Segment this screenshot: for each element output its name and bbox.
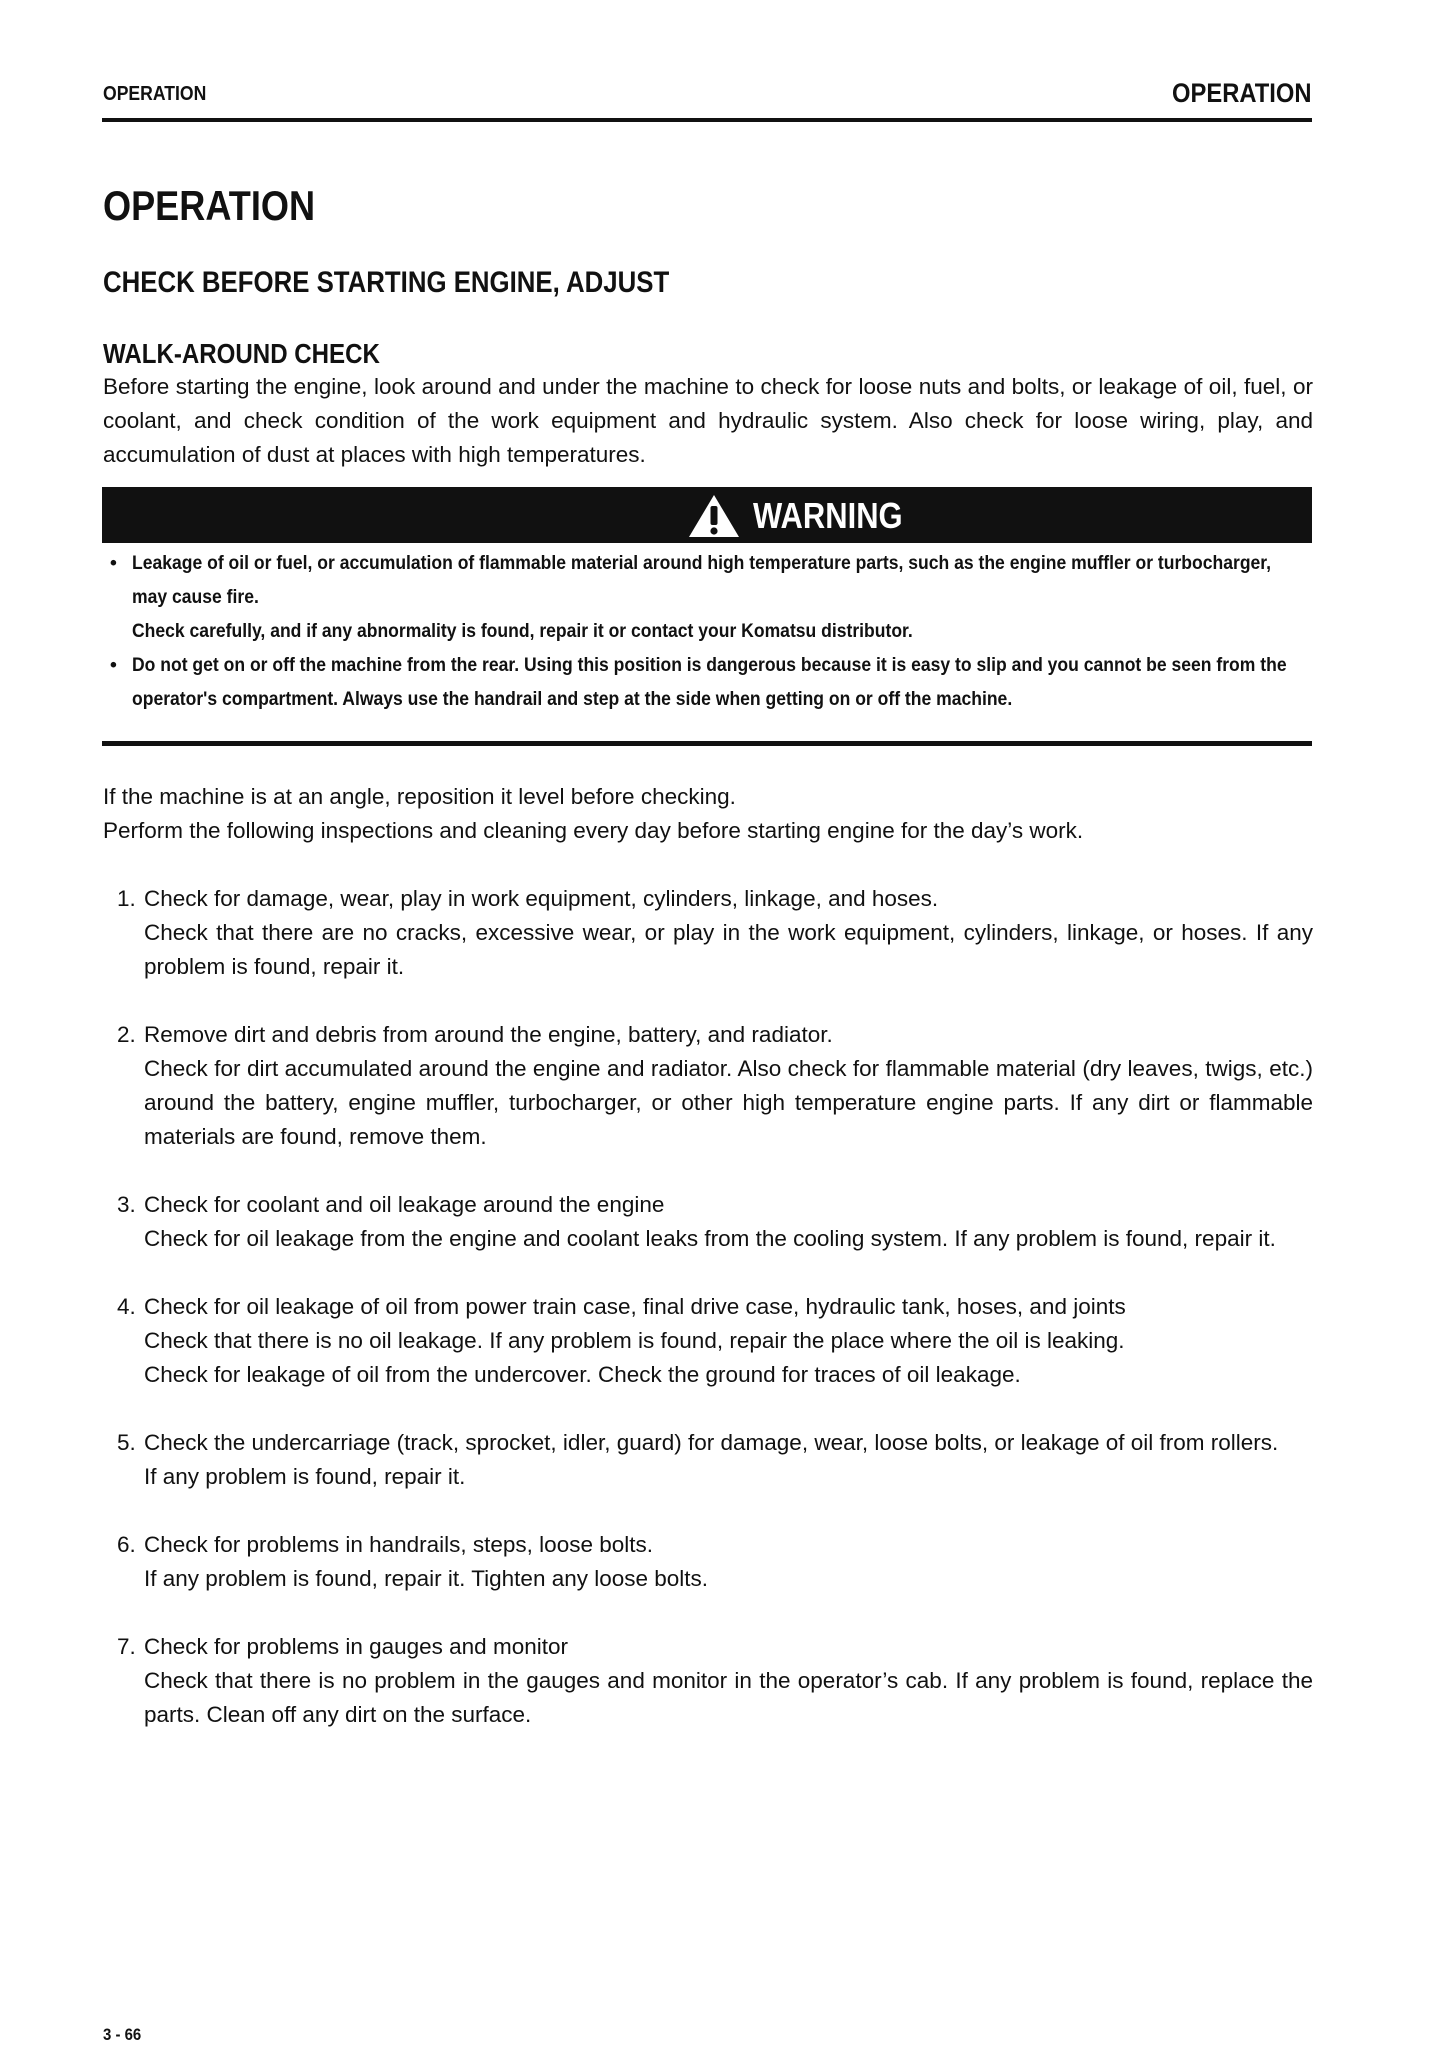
- list-item: [103, 1018, 1313, 1154]
- page-number: 3 - 66: [103, 2025, 142, 2044]
- item-title: Check for problems in gauges and monitor: [144, 1634, 568, 1659]
- list-item: [103, 1290, 1313, 1392]
- warning-banner: [102, 487, 1312, 543]
- item-number: 2.: [117, 1022, 136, 1047]
- intro-paragraph: Before starting the engine, look around and under the machine to check for loose nuts and bolts, or leakage of oil, fuel, or coolant, and check condition of the work equipment and hydraulic system. Also check for loose wiring, play, and accumulation of dust at places with high temperatures.: [103, 374, 1313, 467]
- warning-triangle-icon: [687, 493, 741, 539]
- item-number: 6.: [117, 1532, 136, 1557]
- item-detail: Check that there are no cracks, excessive wear, or play in the work equipment, cylinders, linkage, or hoses. If any problem is found, repair it.: [144, 920, 1313, 979]
- warning-item: [110, 546, 1312, 648]
- list-item: [103, 1528, 1313, 1596]
- item-number: 1.: [117, 886, 136, 911]
- warning-item: [110, 648, 1312, 716]
- check-list: [103, 882, 1313, 1766]
- item-number: 4.: [117, 1294, 136, 1319]
- item-detail: Check for leakage of oil from the undercover. Check the ground for traces of oil leakage.: [144, 1362, 1021, 1387]
- item-title: Check for coolant and oil leakage around the engine: [144, 1192, 665, 1217]
- item-detail: Check for dirt accumulated around the engine and radiator. Also check for flammable material (dry leaves, twigs, etc.) around the battery, engine muffler, turbocharger, or other high temperature engine parts. If any dirt or flammable materials are found, remove them.: [144, 1056, 1313, 1149]
- warning-label: WARNING: [753, 495, 903, 536]
- warning-line: Do not get on or off the machine from the rear. Using this position is dangerous because it is easy to slip and you cannot be seen from the operator's compartment. Always use the handrail and step at the side when getting on or off the machine.: [132, 654, 1287, 710]
- item-title: Remove dirt and debris from around the engine, battery, and radiator.: [144, 1022, 833, 1047]
- running-header-right: OPERATION: [1172, 78, 1312, 108]
- item-title: Check for oil leakage of oil from power train case, final drive case, hydraulic tank, hoses, and joints: [144, 1294, 1126, 1319]
- item-title: Check for damage, wear, play in work equipment, cylinders, linkage, and hoses.: [144, 886, 939, 911]
- page-title: OPERATION: [103, 182, 316, 229]
- item-number: 3.: [117, 1192, 136, 1217]
- item-number: 7.: [117, 1634, 136, 1659]
- running-header-left: OPERATION: [103, 83, 207, 105]
- item-detail: If any problem is found, repair it. Tighten any loose bolts.: [144, 1566, 709, 1591]
- item-title: Check for problems in handrails, steps, loose bolts.: [144, 1532, 653, 1557]
- list-item: [103, 1630, 1313, 1732]
- item-title: Check the undercarriage (track, sprocket, idler, guard) for damage, wear, loose bolts, or leakage of oil from rollers.: [144, 1430, 1279, 1455]
- warning-line: Check carefully, and if any abnormality is found, repair it or contact your Komatsu distributor.: [132, 620, 913, 642]
- item-detail: If any problem is found, repair it.: [144, 1464, 466, 1489]
- bullet-glyph: •: [110, 552, 117, 574]
- list-item: [103, 882, 1313, 984]
- item-detail: Check that there is no oil leakage. If any problem is found, repair the place where the oil is leaking.: [144, 1328, 1125, 1353]
- daily-inspection-note: Perform the following inspections and cleaning every day before starting engine for the day’s work.: [103, 818, 1084, 843]
- item-number: 5.: [117, 1430, 136, 1455]
- header-rule: [102, 118, 1312, 122]
- subsection-title: WALK-AROUND CHECK: [103, 338, 380, 369]
- warning-bottom-rule: [102, 741, 1312, 746]
- item-detail: Check that there is no problem in the gauges and monitor in the operator’s cab. If any problem is found, replace the parts. Clean off any dirt on the surface.: [144, 1668, 1313, 1727]
- warning-line: Leakage of oil or fuel, or accumulation of flammable material around high temperature parts, such as the engine muffler or turbocharger, may cause fire.: [132, 552, 1272, 608]
- level-note: If the machine is at an angle, reposition it level before checking.: [103, 784, 736, 809]
- list-item: [103, 1188, 1313, 1256]
- list-item: [103, 1426, 1313, 1494]
- section-title: CHECK BEFORE STARTING ENGINE, ADJUST: [103, 266, 670, 299]
- item-detail: Check for oil leakage from the engine and coolant leaks from the cooling system. If any problem is found, repair it.: [144, 1226, 1276, 1251]
- warning-content: [110, 546, 1312, 716]
- bullet-glyph: •: [110, 654, 117, 676]
